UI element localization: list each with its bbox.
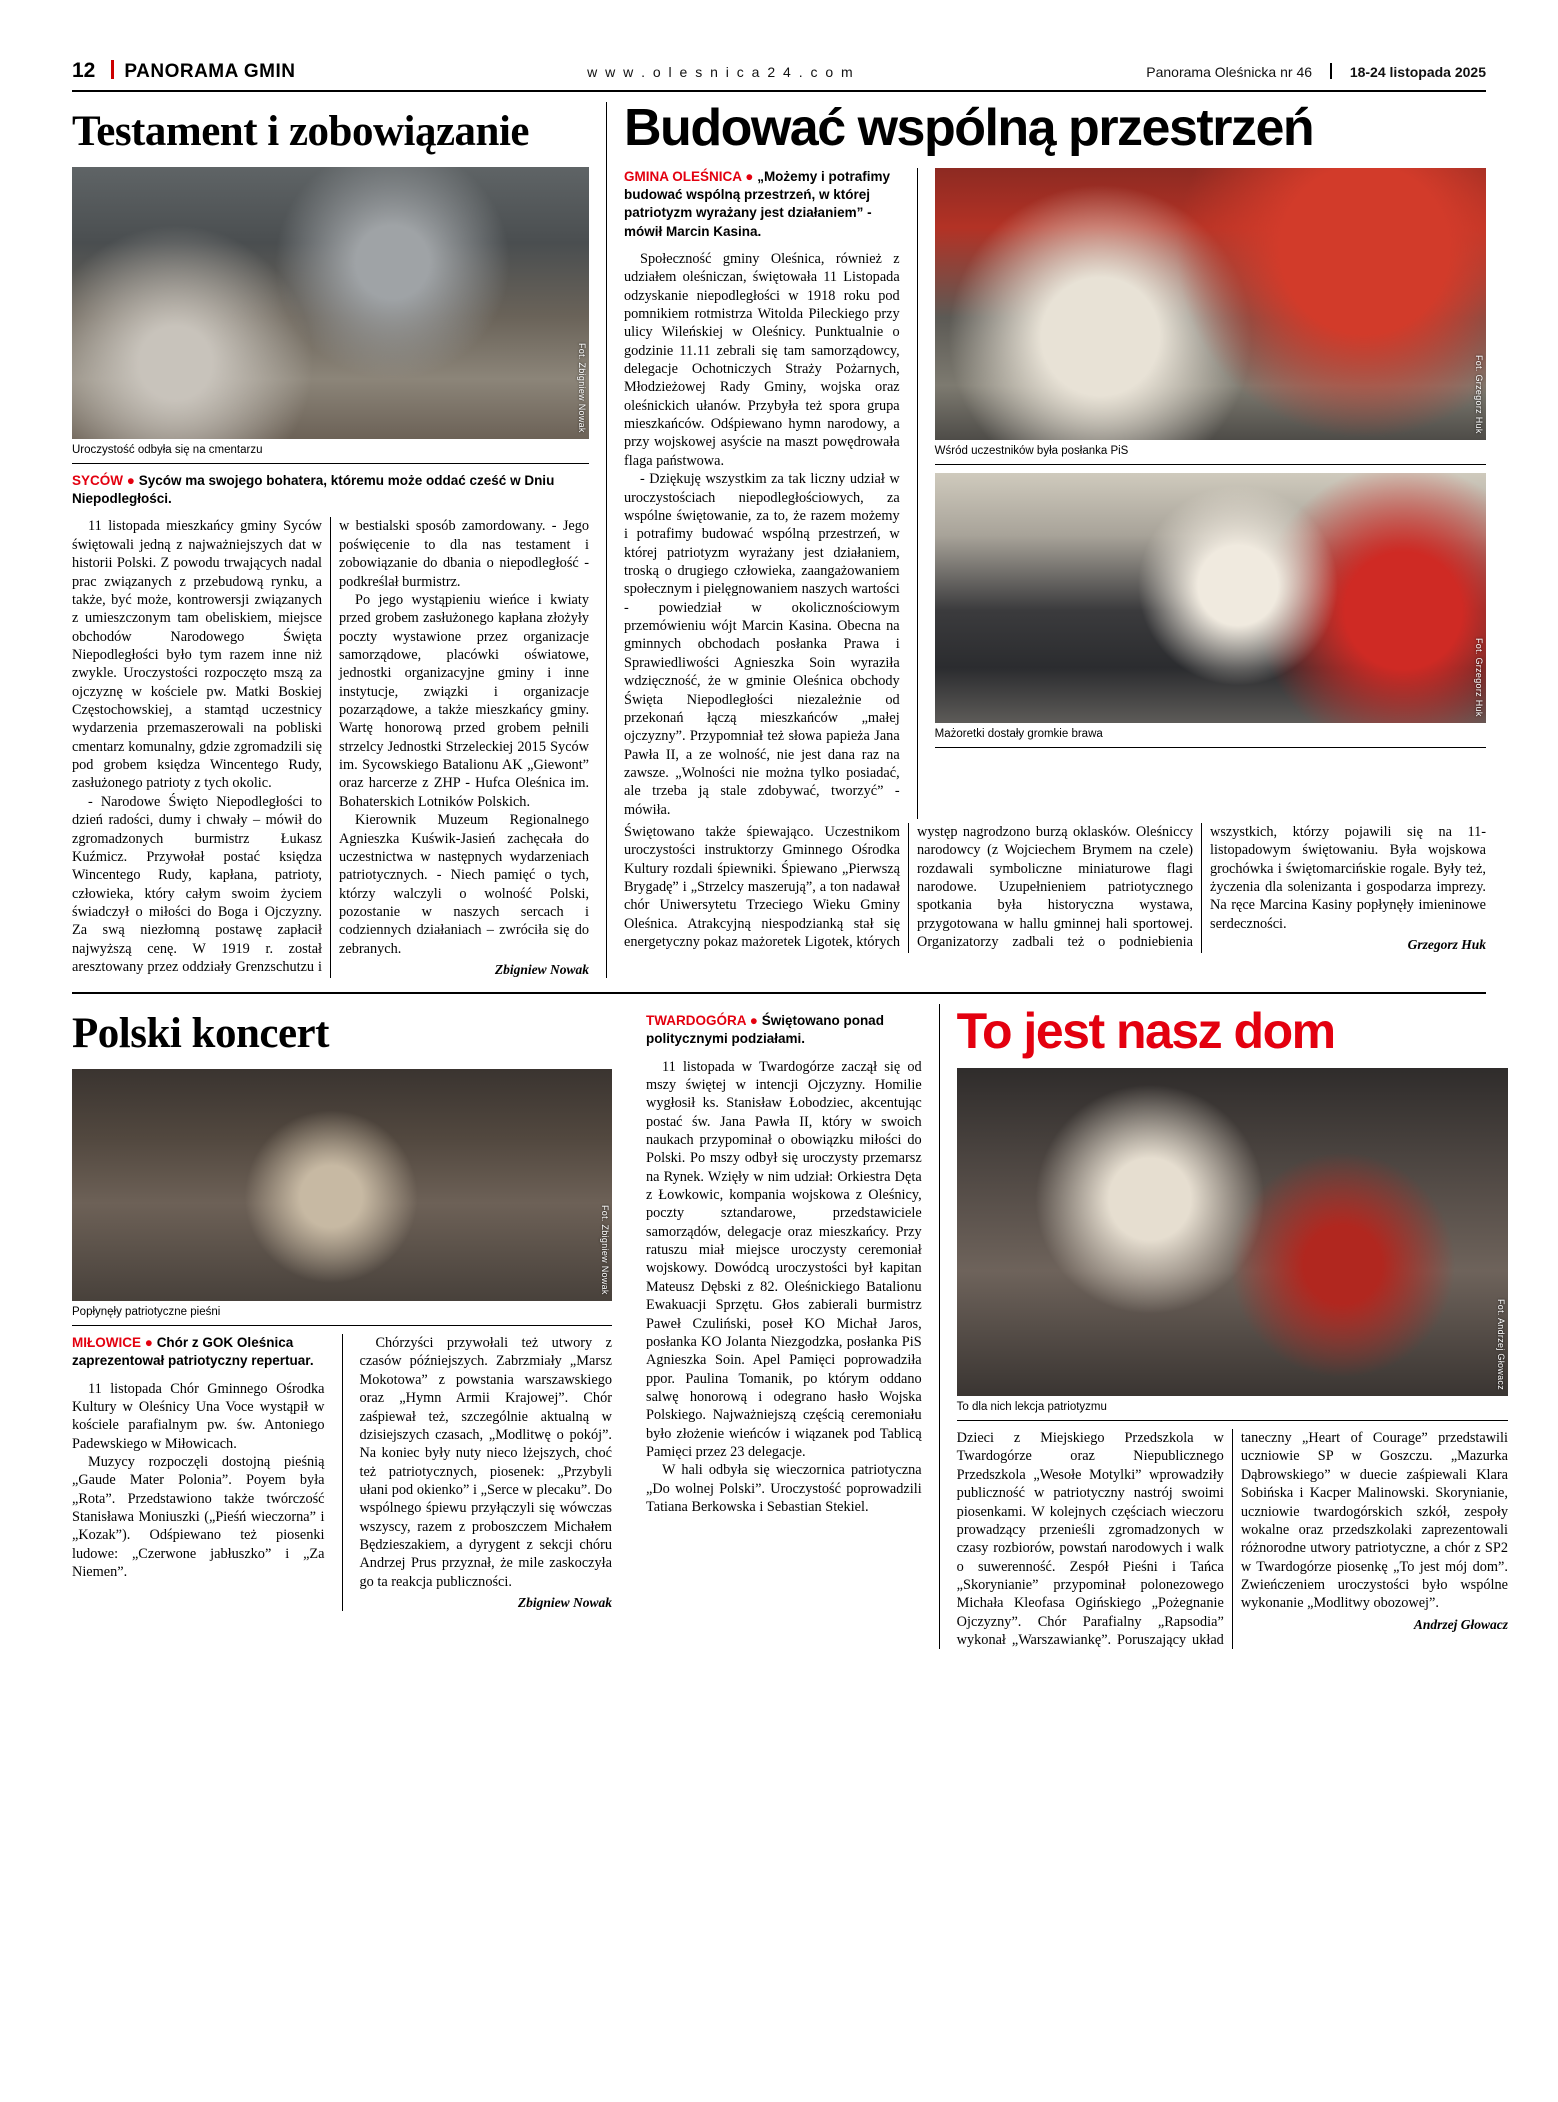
lead-town: SYCÓW xyxy=(72,473,124,488)
photo-credit: Fot. Grzegorz Huk xyxy=(1474,638,1484,717)
issue-label: Panorama Oleśnicka nr 46 xyxy=(1146,64,1313,80)
section-divider xyxy=(72,992,1486,994)
lead-bullet-icon: ● xyxy=(126,473,135,488)
article-headline: Budować wspólną przestrzeń xyxy=(624,99,1314,157)
body-paragraph: Muzycy rozpoczęli dostojną pieśnią „Gaude Mater Polonia”. Poyem była „Rota”. Przedstawiono także twórczość Stanisława Moniuszki („Pieśń wieczorna” i „Kozak”). Odśpiewano też piosenki ludowe: „Czerwone jabłuszko” i „Za Niemen”. xyxy=(72,1453,325,1581)
article-signature: Zbigniew Nowak xyxy=(494,962,590,978)
lead-bullet-icon: ● xyxy=(749,1013,758,1029)
lead-text: Chór z GOK Oleśnica zaprezentował patriotyczny repertuar. xyxy=(72,1335,314,1369)
column-rule xyxy=(917,168,918,819)
photo-caption: Wśród uczestników była posłanka PiS xyxy=(935,440,1486,465)
photo-choir-church xyxy=(72,1069,612,1301)
article-budowac xyxy=(624,99,1486,978)
koncert-body-row xyxy=(72,1334,612,1611)
photo-credit: Fot. Andrzej Głowacz xyxy=(1496,1299,1506,1391)
photo-caption: Uroczystość odbyła się na cmentarzu xyxy=(72,439,589,464)
lead-text: Syców ma swojego bohatera, któremu może oddać cześć w Dniu Niepodległości. xyxy=(72,473,555,507)
issue-date: 18-24 listopada 2025 xyxy=(1349,64,1486,80)
column-rule xyxy=(342,1334,343,1611)
masthead xyxy=(72,58,1486,92)
dom-photo-column xyxy=(957,1004,1508,1649)
body-paragraph: 11 listopada Chór Gminnego Ośrodka Kultury w Oleśnicy Una Voce wystąpił w kościele parafialnym pw. św. Antoniego Padewskiego w Miłowicach. xyxy=(72,1380,325,1452)
photo-fire-trucks-ceremony xyxy=(935,168,1486,440)
body-paragraph: 11 listopada w Twardogórze zaczął się od mszy świętej w intencji Ojczyzny. Homilie wygłosił ks. Stanisław Łobodziec, akcentując postać św. Jana Pawła II, który w swoich naukach przypominał o obowiązku miłości do Polski. Po mszy odbył się uroczysty przemarsz na Rynek. Wzięły w nim udział: Orkiestra Dęta z Łowkowic, kompania wojskowa z Oleśnicy, poczty sztandarowe, przedstawiciele samorządów, delegacje oraz mieszkańcy. Przy ratuszu miał miejsce uroczysty ceremoniał wojskowy. Dowódcą uroczystości był kapitan Mateusz Dębski z 82. Oleśnickiego Batalionu Ewakuacji Sprzętu. Głos zabierali burmistrz Paweł Czuliński, poseł KO Michał Jaros, posłanka KO Jolanta Niezgodzka, posłanka PiS Agnieszka Soin. Apel Pamięci poprowadziła ppor. Paulina Tomanik, po którym oddano salwę honorową i odegrano hasło Wojska Polskiego. Najważniejszą częścią ceremoniału było złożenie wieńców i wiązanek pod Tablicą Pamięci przez 23 delegacje. xyxy=(646,1058,922,1461)
lead-town: MIŁOWICE xyxy=(72,1335,141,1351)
article-signature: Andrzej Głowacz xyxy=(1413,1616,1508,1632)
article-testament xyxy=(72,102,589,978)
budowac-photo-column xyxy=(935,168,1486,819)
top-block xyxy=(72,99,1486,978)
photo-caption: Popłynęły patriotyczne pieśni xyxy=(72,1301,612,1326)
lead-bullet-icon: ● xyxy=(144,1335,153,1351)
masthead-divider xyxy=(111,60,114,79)
body-paragraph: Społeczność gminy Oleśnica, również z udziałem oleśniczan, świętowała 11 Listopada odzyskanie niepodległości w 1918 roku pod pomnikiem rotmistrza Witolda Pileckiego przy ulicy Wileńskiej w Oleśnicy. Punktualnie o godzinie 11.11 zebrali się tam samorządowcy, delegacje Ochotniczych Straży Pożarnych, Młodzieżowej Rady Gminy, wojska oraz oleśnickich ułanów. Przybyła też spora grupa mieszkańców. Odśpiewano hymn narodowy, a przy wojskowej asyście na maszt powędrowała flaga państwowa. xyxy=(624,250,900,469)
article-body xyxy=(72,517,589,978)
page-number: 12 xyxy=(72,59,96,82)
koncert-col-2 xyxy=(359,1334,612,1611)
body-paragraph: - Narodowe Święto Niepodległości to dzień radości, dumy i chwały – mówił do zgromadzonych burmistrz Łukasz Kuźmicz. Przywołał postać księdza Wincentego Rudy, kapłana, patrioty, człowieka, który całym swoim życiem świadczył o miłości do Boga i Ojczyzny. Za swą niezłomną postawę zapłacił najwyższą cenę. W 1919 r. został aresztowany przez oddziały Grenzschutzu i w bestialski sposób zamordowany. - Jego poświęcenie to dla nas testament i zobowiązanie do dbania o niepodległość - podkreślał burmistrz. xyxy=(72,518,590,976)
budowac-first-column xyxy=(624,168,900,819)
lead-text: Świętowano ponad politycznymi podziałami. xyxy=(646,1013,884,1047)
photo-credit: Fot. Zbigniew Nowak xyxy=(577,343,588,433)
budowac-top-row xyxy=(624,168,1486,819)
article-headline: Polski koncert xyxy=(72,1010,329,1058)
masthead-divider-2 xyxy=(1330,63,1332,79)
lead-town: TWARDOGÓRA xyxy=(646,1013,746,1029)
article-dom-wrapper xyxy=(646,1004,1508,1649)
photo-caption: Mażoretki dostały gromkie brawa xyxy=(935,723,1486,748)
article-koncert xyxy=(72,1004,612,1649)
photo-majorettes xyxy=(935,473,1486,723)
article-signature: Zbigniew Nowak xyxy=(517,1595,612,1611)
body-paragraph: Dzieci z Miejskiego Przedszkola w Twardogórze oraz Niepublicznego Przedszkola „Wesołe Motylki” wprowadziły publiczność w patriotyczny nastrój swoimi piosenkami. W kolejnych częściach wieczoru prowadzący przenieśli zgromadzonych w czasy rozbiorów, powstań narodowych i walk o suwerenność. Zespół Pieśni i Tańca „Skorynianie” przypominał polonezowego Michała Kleofasa Ogińskiego „Pożegnanie Ojczyzny”. Chór Parafialny „Rapsodia” wykonał „Warszawiankę”. Poruszający układ taneczny „Heart of Courage” przedstawili uczniowie SP w Goszczu. „Mazurka Dąbrowskiego” w duecie zaśpiewali Klara Sobińska i Kacper Malinowski. Skorynianie, uczniowie twardogórskich szkół, zespoły wokalne oraz przedszkolaki zaprezentowali różnorodne utwory patriotyczne, a chór z SP2 w Twardogórze piosenkę „To jest mój dom”. Zwieńczeniem uroczystości było wspólne wykonanie „Modlitwy obozowej”. xyxy=(956,1430,1508,1649)
photo-ceremony-cemetery xyxy=(72,167,589,439)
body-paragraph: W hali odbyła się wieczornica patriotyczna „Do wolnej Polski”. Uroczystość poprowadzili Tatiana Berkowska i Sebastian Stekiel. xyxy=(646,1462,922,1516)
body-paragraph: Chórzyści przywołali też utwory z czasów późniejszych. Zabrzmiały „Marsz Mokotowa” z powstania warszawskiego oraz „Hymn Armii Krajowej”. Chór zaśpiewał też, szczególnie aktualną w dzisiejszych czasach, „Modlitwę o pokój”. Na koniec były nuty nieco lżejszych, choć też patriotycznych, piosenek: „Przybyli ułani pod okienko” i „Serce w plecaku”. Do wspólnego śpiewu przyłączyli się wówczas wszyscy, razem z proboszczem Michałem Będzieszakiem, a dyrygent z sekcji chóru Andrzej Prus przyznał, że mile zaskoczyła go ta reakcja publiczności. xyxy=(359,1335,612,1590)
column-rule xyxy=(939,1004,940,1649)
article-lead xyxy=(72,1334,325,1370)
body-paragraph: Świętowano także śpiewająco. Uczestnikom uroczystości instruktorzy Gminnego Ośrodka Kultury rozdali śpiewniki. Śpiewano „Pierwszą Brygadę” i „Strzelcy maszerują”, a ton nadawał chór Uniwersytetu Trzeciego Wieku Gminy Oleśnica. Atrakcyjną niespodzianką stał się energetyczny pokaz mażoretek Ligotek, których występ nagrodzono burzą oklasków. Oleśniccy narodowcy (z Wojciechem Brymem na czele) rozdawali symboliczne miniaturowe flagi narodowe. Uzupełnieniem patriotycznego spotkania była historyczna wystawa, przygotowana w hallu gminnej hali sportowej. Organizatorzy zadbali też o podniebienia wszystkich, którzy pojawili się na 11-listopadowym świętowaniu. Była wojskowa grochówka i świętomarcińskie rogale. Były też, życzenia dla solenizanta i gospodarza imprezy. Na ręce Marcina Kasiny popłynęły imieninowe serdeczności. xyxy=(624,824,1486,951)
article-lead xyxy=(646,1012,922,1048)
photo-credit: Fot. Grzegorz Huk xyxy=(1474,355,1484,434)
bottom-block xyxy=(72,1003,1508,1649)
website-url: w w w . o l e s n i c a 2 4 . c o m xyxy=(587,64,855,80)
body-paragraph: Kierownik Muzeum Regionalnego Agnieszka Kuświk-Jasień zachęcała do uczestnictwa w następnych wydarzeniach patriotycznych. - Niech pamięć o tych, którzy walczyli o wolność Polski, pozostanie w naszych sercach i codziennych działaniach – zwróciła się do zebranych. xyxy=(339,812,590,957)
article-lead xyxy=(624,168,900,241)
budowac-body-bottom xyxy=(624,823,1486,953)
dom-body xyxy=(957,1429,1508,1649)
photo-credit: Fot. Zbigniew Nowak xyxy=(600,1205,610,1296)
section-title: PANORAMA GMIN xyxy=(124,61,296,82)
lead-town: GMINA OLEŚNICA xyxy=(624,169,742,184)
article-headline: To jest nasz dom xyxy=(956,1003,1335,1060)
lead-bullet-icon: ● xyxy=(745,169,754,184)
photo-students-sashes xyxy=(957,1068,1508,1396)
body-paragraph: 11 listopada mieszkańcy gminy Syców świętowali jedną z najważniejszych dat w historii Polski. Z powodu trwających nadal prac związanych z przebudową rynku, a także, być może, kontrowersji związanych z umieszczonym tam obeliskiem, miejsce obchodów Narodowego Święta Niepodległości było tym razem inne niż zwykle. Uroczystości rozpoczęto mszą za ojczyznę w kościele pw. Matki Boskiej Częstochowskiej, a stamtąd uczestnicy wydarzenia przemaszerowali na pobliski cmentarz komunalny, gdzie zgromadzili się pod grobem księdza Wincentego Rudy, zasłużonego patrioty z tych okolic. xyxy=(72,518,323,792)
dom-top-row xyxy=(646,1004,1508,1649)
article-lead xyxy=(72,472,589,508)
twardogora-column xyxy=(646,1004,922,1649)
body-paragraph: - Dziękuję wszystkim za tak liczny udział w uroczystościach niepodległościowych, za wspólne świętowanie, za to, że razem możemy i potrafimy budować wspólną przestrzeń, w której patriotyzm wyrażany jest działaniem, troską o drugiego człowieka, zaangażowaniem społecznym i pielęgnowaniem naszych wartości - powiedział w okolicznościowym przemówieniu wójt Marcin Kasina. Obecna na gminnych obchodach posłanka Prawa i Sprawiedliwości Agnieszka Soin wyraziła wdzięczność, że w gminie Oleśnica obchody Święta Niepodległości niezależnie od przekonań łączą mieszkańców „małej ojczyzny”. Przypomniał też słowa papieża Jana Pawła II, a ze wolność, nie jest dana raz na zawsze. „Wolności nie można tylko posiadać, ale trzeba ją stale zdobywać, tworzyć” - mówiła. xyxy=(624,471,900,818)
article-headline: Testament i zobowiązanie xyxy=(72,108,529,155)
column-rule xyxy=(606,102,607,978)
body-paragraph: Po jego wystąpieniu wieńce i kwiaty przed grobem zasłużonego kapłana złożyły poczty wystawione przez organizacje samorządowe, placówki oświatowe, jednostki organizacyjne gminy i inne instytucje, związki i organizacje pozarządowe, a także mieszkańcy gminy. Wartę honorową przed grobem pełnili strzelcy Jednostki Strzeleckiej 2015 Syców im. Sycowskiego Batalionu AK „Giewont” oraz harcerze z ZHP - Hufca Oleśnica im. Bohaterskich Lotników Polskich. xyxy=(339,591,590,810)
issue-info xyxy=(1146,61,1486,80)
photo-caption: To dla nich lekcja patriotyzmu xyxy=(957,1396,1508,1421)
article-signature: Grzegorz Huk xyxy=(1407,937,1486,953)
lead-text: „Możemy i potrafimy budować wspólną przestrzeń, w której patriotyzm wyrażany jest działaniem” - mówił Marcin Kasina. xyxy=(624,169,890,239)
koncert-col-1 xyxy=(72,1334,325,1611)
